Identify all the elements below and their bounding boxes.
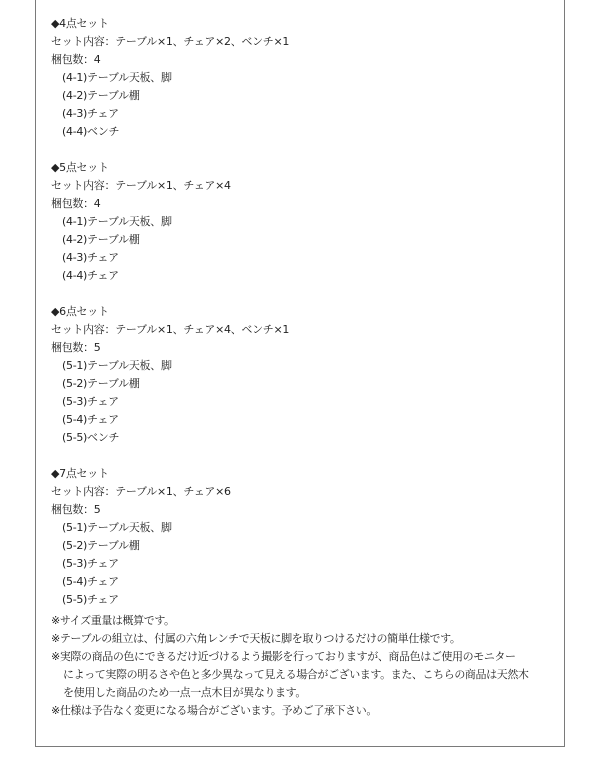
set-contents: セット内容：テーブル×1、チェア×4	[51, 179, 231, 192]
note-color-line3: を使用した商品のため一点一点木目が異なります。	[63, 686, 306, 699]
note-color-line1: ※実際の商品の色にできるだけ近づけるよう撮影を行っておりますが、商品色はご使用のモニター	[51, 650, 516, 663]
package-item: (4-3)チェア	[62, 251, 119, 264]
set-title: ◆5点セット	[51, 161, 109, 174]
package-item: (5-3)チェア	[62, 395, 119, 408]
package-item: (5-1)テーブル天板、脚	[62, 521, 172, 534]
note-assembly: ※テーブルの組立は、付属の六角レンチで天板に脚を取りつけるだけの簡単仕様です。	[51, 632, 461, 645]
set-contents: セット内容：テーブル×1、チェア×4、ベンチ×1	[51, 323, 290, 336]
note-color-line2: によって実際の明るさや色と多少異なって見える場合がございます。また、こちらの商品は天然木	[63, 668, 529, 681]
package-item: (4-1)テーブル天板、脚	[62, 71, 172, 84]
notes-section	[51, 612, 551, 720]
package-item: (5-5)ベンチ	[62, 431, 120, 444]
set-section-6	[51, 303, 551, 447]
set-spec-content	[51, 15, 551, 720]
package-item: (4-4)チェア	[62, 269, 119, 282]
package-item: (5-2)テーブル棚	[62, 377, 140, 390]
set-title: ◆6点セット	[51, 305, 109, 318]
package-item: (5-2)テーブル棚	[62, 539, 140, 552]
set-title: ◆4点セット	[51, 17, 109, 30]
set-contents: セット内容：テーブル×1、チェア×2、ベンチ×1	[51, 35, 290, 48]
set-title: ◆7点セット	[51, 467, 109, 480]
spacer	[51, 447, 551, 465]
package-item: (4-3)チェア	[62, 107, 119, 120]
package-item: (5-4)チェア	[62, 575, 119, 588]
package-item: (4-2)テーブル棚	[62, 233, 140, 246]
package-item: (4-4)ベンチ	[62, 125, 120, 138]
set-contents: セット内容：テーブル×1、チェア×6	[51, 485, 231, 498]
package-count: 梱包数：5	[51, 503, 101, 516]
note-size-weight: ※サイズ重量は概算です。	[51, 614, 175, 627]
set-section-7	[51, 465, 551, 609]
package-count: 梱包数：5	[51, 341, 101, 354]
package-item: (5-3)チェア	[62, 557, 119, 570]
package-count: 梱包数：4	[51, 53, 101, 66]
package-item: (5-5)チェア	[62, 593, 119, 606]
package-item: (4-2)テーブル棚	[62, 89, 140, 102]
package-item: (5-4)チェア	[62, 413, 119, 426]
note-spec-change: ※仕様は予告なく変更になる場合がございます。予めご了承下さい。	[51, 704, 377, 717]
spacer	[51, 141, 551, 159]
package-item: (4-1)テーブル天板、脚	[62, 215, 172, 228]
spacer	[51, 285, 551, 303]
set-section-4	[51, 15, 551, 141]
package-item: (5-1)テーブル天板、脚	[62, 359, 172, 372]
set-section-5	[51, 159, 551, 285]
package-count: 梱包数：4	[51, 197, 101, 210]
